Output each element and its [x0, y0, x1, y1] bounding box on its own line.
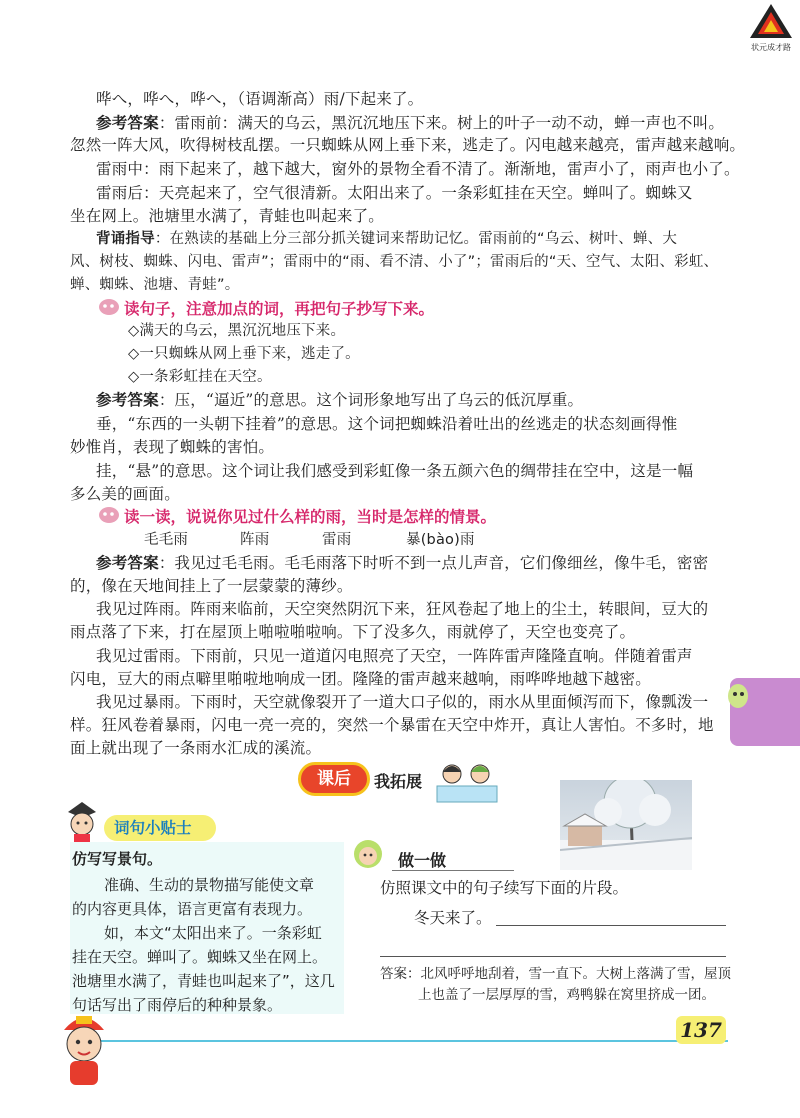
answer-line: [96, 389, 583, 411]
after-class-title: 我拓展: [374, 772, 423, 791]
text-line: 的，像在天地间挂上了一层蒙蒙的薄纱。: [70, 577, 353, 595]
answer-text: ：我见过毛毛雨。毛毛雨落下时听不到一点儿声音，它们像细丝，像牛毛，密密: [158, 554, 709, 572]
answer-label: 参考答案: [96, 113, 159, 132]
answer-label: 参考答案: [96, 553, 159, 572]
tips-line: 句话写出了雨停后的种种景象。: [72, 996, 283, 1014]
winter-photo: [560, 780, 692, 870]
text-line: 挂，“悬”的意思。这个词让我们感受到彩虹像一条五颜六色的绸带挂在空中，这是一幅: [96, 462, 694, 480]
tips-line: 挂在天空。蝉叫了。蜘蛛又坐在网上。: [72, 948, 328, 966]
brand-logo: [748, 2, 794, 52]
sentence: ◇一只蜘蛛从网上垂下来，逃走了。: [128, 346, 360, 362]
kids-illustration: [432, 758, 502, 808]
answer-line: [96, 552, 708, 574]
tips-heading-pill: [104, 815, 216, 841]
recite-line: 哗へ，哗へ，哗へ，（语调渐高）雨/下起来了。: [96, 90, 424, 108]
tips-line: 的内容更具体，语言更富有表现力。: [72, 900, 313, 918]
tips-line: 准确、生动的景物描写能使文章: [104, 876, 315, 894]
tips-sub: 仿写写景句。: [72, 850, 163, 868]
tips-line: 如，本文“太阳出来了。一条彩虹: [104, 924, 322, 942]
page-number: 137: [676, 1016, 726, 1044]
practice-start: 冬天来了。: [414, 909, 492, 927]
guide-label: 背诵指导: [96, 231, 155, 247]
text-line: 我见过阵雨。阵雨来临前，天空突然阴沉下来，狂风卷起了地上的尘土，转眼间，豆大的: [96, 600, 709, 618]
footer-mascot: [50, 1010, 118, 1094]
tips-line: 池塘里水满了，青蛙也叫起来了”，这几: [72, 972, 335, 990]
text-line: 雨点落了下来，打在屋顶上啪啦啪啦响。下了没多久，雨就停了，天空也变亮了。: [70, 623, 636, 641]
sentence: ◇一条彩虹挂在天空。: [128, 369, 272, 385]
text-line: 我见过雷雨。下雨前，只见一道道闪电照亮了天空，一阵阵雷声隆隆直响。伴随着雷声: [96, 647, 693, 665]
guide-text: ：在熟读的基础上分三部分抓关键词来帮助记忆。雷雨前的“乌云、树叶、蝉、大: [154, 231, 678, 247]
practice-answer: 答案：北风呼呼地刮着，雪一直下。大树上落满了雪，屋顶: [380, 966, 731, 982]
task1-heading: 读句子，注意加点的词，再把句子抄写下来。: [124, 300, 435, 318]
badge-text: 课后: [317, 769, 351, 789]
text-line: 雷雨后：天亮起来了，空气很清新。太阳出来了。一条彩虹挂在天空。蝉叫了。蜘蛛又: [96, 184, 693, 202]
practice-answer: 上也盖了一层厚厚的雪，鸡鸭躲在窝里挤成一团。: [418, 987, 715, 1003]
sentence: ◇满天的乌云，黑沉沉地压下来。: [128, 323, 346, 339]
answer-label: 参考答案: [96, 390, 159, 409]
brand-logo-text: 状元成才路: [751, 43, 791, 52]
answer-line: [96, 112, 724, 134]
text-line: 面上就出现了一条雨水汇成的溪流。: [70, 739, 322, 757]
text-line: 坐在网上。池塘里水满了，青蛙也叫起来了。: [70, 207, 385, 225]
word-4: 暴(bào)雨: [406, 532, 475, 548]
task-icon: [98, 298, 120, 320]
write-line-2[interactable]: [380, 956, 726, 957]
practice-prompt: 仿照课文中的句子续写下面的片段。: [380, 879, 629, 897]
guide-line: [96, 228, 677, 250]
after-class-badge: [298, 762, 370, 796]
word-2: 阵雨: [240, 532, 270, 548]
word-1: 毛毛雨: [144, 532, 189, 548]
guide-line: 蝉、蜘蛛、池塘、青蛙”。: [70, 277, 240, 293]
text-line: 垂，“东西的一头朝下挂着”的意思。这个词把蜘蛛沿着吐出的丝逃走的状态刻画得惟: [96, 415, 678, 433]
task-icon: [98, 506, 120, 528]
write-line-1[interactable]: [496, 925, 726, 926]
text-line: 忽然一阵大风，吹得树枝乱摆。一只蜘蛛从网上垂下来，逃走了。闪电越来越亮，雷声越来越响。: [70, 136, 746, 154]
practice-mascot: [350, 836, 386, 876]
guide-line: 风、树枝、蜘蛛、闪电、雷声”；雷雨中的“雨、看不清、小了”；雷雨后的“天、空气、太阳、彩虹、: [70, 254, 719, 270]
task2-heading: 读一读，说说你见过什么样的雨，当时是怎样的情景。: [124, 508, 497, 526]
answer-text: ：压，“逼近”的意思。这个词形象地写出了乌云的低沉厚重。: [158, 391, 584, 409]
text-line: 闪电，豆大的雨点噼里啪啦地响成一团。隆隆的雷声越来越响，雨哗哗地越下越密。: [70, 670, 651, 688]
text-line: 我见过暴雨。下雨时，天空就像裂开了一道大口子似的，雨水从里面倾泻而下，像瓢泼一: [96, 693, 709, 711]
leaf-icon: [724, 680, 752, 714]
word-3: 雷雨: [322, 532, 352, 548]
answer-text: ：雷雨前：满天的乌云，黑沉沉地压下来。树上的叶子一动不动，蝉一声也不叫。: [158, 114, 725, 132]
text-line: 样。狂风卷着暴雨，闪电一亮一亮的，突然一个暴雷在天空中炸开，真让人害怕。不多时，地: [70, 716, 714, 734]
tips-heading: 词句小贴士: [114, 819, 192, 837]
practice-heading-rule: [392, 870, 514, 871]
text-line: 妙惟肖，表现了蜘蛛的害怕。: [70, 438, 275, 456]
text-line: 雷雨中：雨下起来了，越下越大，窗外的景物全看不清了。渐渐地，雷声小了，雨声也小了。: [96, 160, 740, 178]
practice-heading: 做一做: [398, 851, 447, 870]
text-line: 多么美的画面。: [70, 485, 180, 503]
footer-line: [100, 1040, 728, 1042]
